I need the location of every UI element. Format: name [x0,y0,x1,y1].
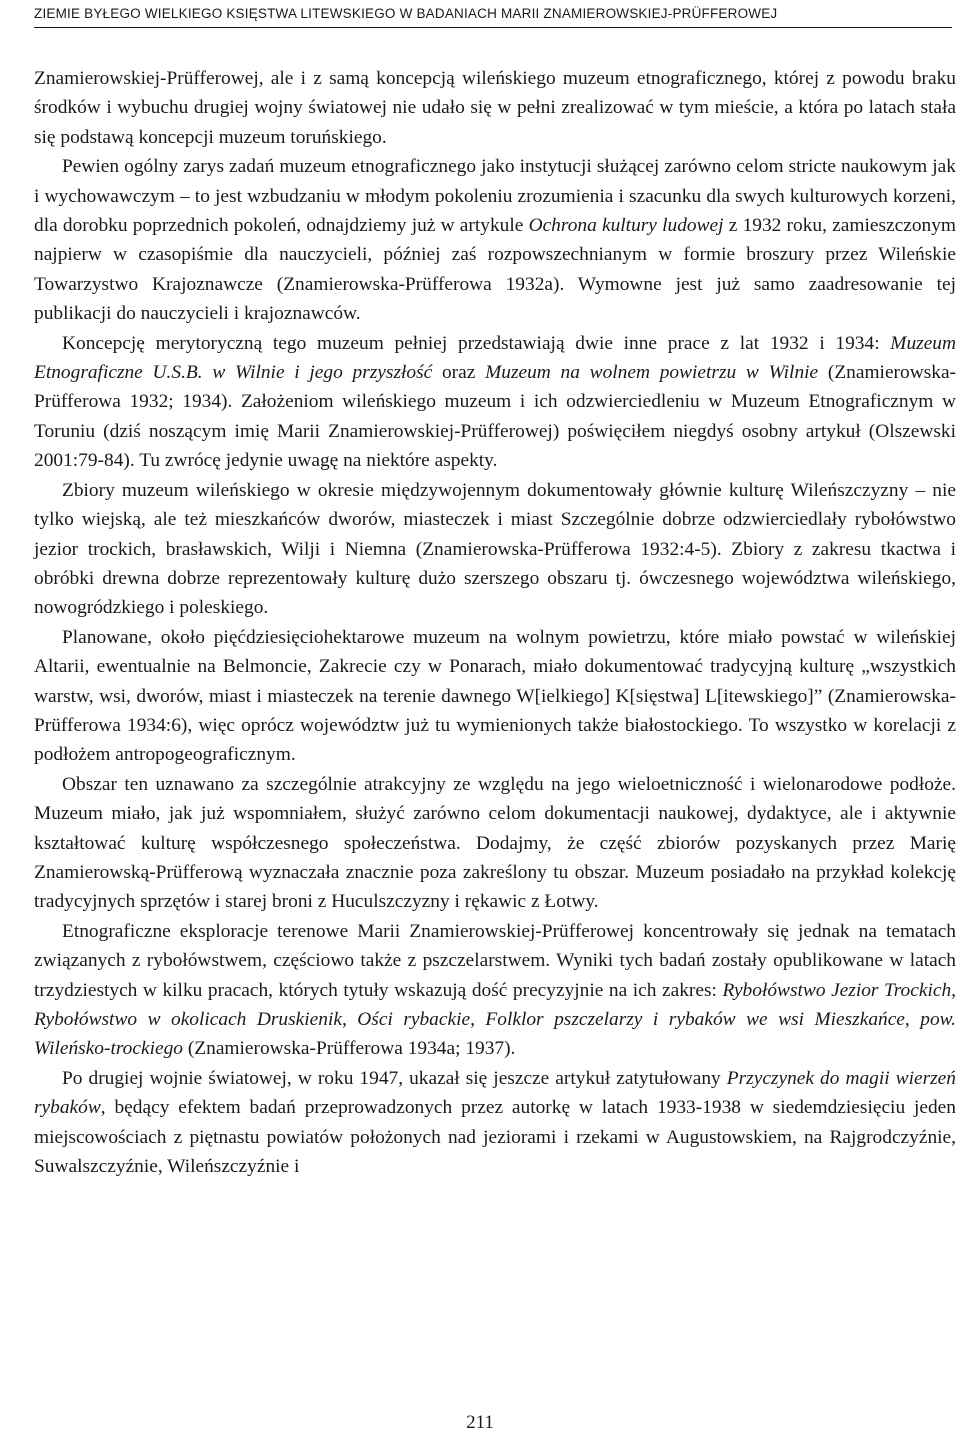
page-number: 211 [466,1412,494,1433]
italic-title-text: Przyczynek do magii wierzeń rybaków [34,1067,956,1119]
paragraph [34,917,956,1064]
italic-title-text: Rybołówstwo Jezior Trockich, Rybołówstwo w okolicach Druskienik, Ości rybackie, Folklor pszczelarzy i rybaków we wsi Mieszkańce, pow. Wileńsko-trockiego [34,979,956,1060]
paragraph [34,152,956,328]
italic-title-text: Ochrona kultury ludowej [528,215,724,237]
paragraph-text: Planowane, około pięćdziesięciohektarowe muzeum na wolnym powietrzu, które miało powstać w wileńskiej Altarii, ewentualnie na Belmoncie, Zakrecie czy w Ponarach, miało dokumentować tradycyjną kulturę „wszystkich warstw, wsi, dworów, miast i miasteczek na terenie dawnego W[ielkiego] K[sięstwa] L[itewskiego]” (Znamierowska-Prüfferowa 1934:6), więc oprócz województw już tu wymienionych także białostockiego. To wszystko w korelacji z podłożem antropogeograficznym. [34,626,956,766]
paragraph-text: Koncepcję merytoryczną tego muzeum pełniej przedstawiają dwie inne prace z lat 1932 i 1934: [62,332,891,354]
paragraph [34,623,956,770]
paragraph-text: z 1932 roku, zamieszczonym najpierw w czasopiśmie dla nauczycieli, później zaś rozpowszechnianym w formie broszury przez Wileńskie Towarzystwo Krajoznawcze (Znamierowska-Prüfferowa 1932a). Wymowne jest już samo zaadresowanie tej publikacji do nauczycieli i krajoznawców. [34,215,956,325]
paragraph-text: Obszar ten uznawano za szczególnie atrakcyjny ze względu na jego wieloetniczność i wielonarodowe podłoże. Muzeum miało, jak już wspomniałem, służyć zarówno celom dokumentacji naukowej, dydaktyce, ale i aktywnie kształtować kulturę współczesnego społeczeństwa. Dodajmy, że część zbiorów pozyskanych przez Marię Znamierowską-Prüfferową wyznaczała znacznie poza zakreślony tu obszar. Muzeum posiadało na przykład kolekcję tradycyjnych sprzętów i starej broni z Huculszczyzny i rękawic z Łotwy. [34,773,956,913]
paragraph [34,64,956,152]
paragraph-text: , będący efektem badań przeprowadzonych przez autorkę w latach 1933-1938 w siedemdziesięciu jeden miejscowościach z piętnastu powiatów położonych nad jeziorami i rzekami w Augustowskiem, na Rajgrodczyźnie, Suwalszczyźnie, Wileńszczyźnie i [34,1097,956,1178]
paragraph [34,476,956,623]
header-rule [34,27,952,28]
running-header: ZIEMIE BYŁEGO WIELKIEGO KSIĘSTWA LITEWSKIEGO W BADANIACH MARII ZNAMIEROWSKIEJ-PRÜFFEROWEJ [34,6,778,21]
paragraph [34,1064,956,1182]
paragraph-text: oraz [432,362,486,384]
paragraph [34,329,956,476]
paragraph-text: (Znamierowska-Prüfferowa 1934a; 1937). [182,1038,516,1060]
italic-title-text: Muzeum Etnograficzne U.S.B. w Wilnie i jego przyszłość [34,332,956,384]
paragraph-text: Pewien ogólny zarys zadań muzeum etnograficznego jako instytucji służącej zarówno celom stricte naukowym jak i wychowawczym – to jest wzbudzaniu w młodym pokoleniu zrozumienia i szacunku dla swych kulturowych korzeni, dla dorobku poprzednich pokoleń, odnajdziemy już w artykule [34,156,956,237]
body-text [34,64,956,1181]
paragraph-text: Etnograficzne eksploracje terenowe Marii Znamierowskiej-Prüfferowej koncentrowały się jednak na tematach związanych z rybołówstwem, częściowo także z pszczelarstwem. Wyniki tych badań zostały opublikowane w latach trzydziestych w kilku pracach, których tytuły wskazują dość precyzyjnie na ich zakres: [34,920,956,1001]
paragraph-text: Po drugiej wojnie światowej, w roku 1947, ukazał się jeszcze artykuł zatytułowany [62,1067,727,1089]
italic-title-text: Muzeum na wolnem powietrzu w Wilnie [485,362,819,384]
paragraph [34,770,956,917]
paragraph-text: (Znamierowska-Prüfferowa 1932; 1934). Założeniom wileńskiego muzeum i ich odzwierciedleniu w Muzeum Etnograficznym w Toruniu (dziś noszącym imię Marii Znamierowskiej-Prüfferowej) poświęciłem niegdyś osobny artykuł (Olszewski 2001:79-84). Tu zwrócę jedynie uwagę na niektóre aspekty. [34,362,957,472]
paragraph-text: Zbiory muzeum wileńskiego w okresie międzywojennym dokumentowały głównie kulturę Wileńszczyzny – nie tylko wiejską, ale też mieszkańców dworów, miasteczek i miast Szczególnie dobrze odzwierciedlały rybołówstwo jezior trockich, brasławskich, Wilji i Niemna (Znamierowska-Prüfferowa 1932:4-5). Zbiory z zakresu tkactwa i obróbki drewna dobrze reprezentowały kulturę dużo szerszego obszaru tj. ówczesnego województwa wileńskiego, nowogródzkiego i poleskiego. [34,479,956,619]
paragraph-text: Znamierowskiej-Prüfferowej, ale i z samą koncepcją wileńskiego muzeum etnograficznego, której z powodu braku środków i wybuchu drugiej wojny światowej nie udało się w pełni zrealizować w tym mieście, a która po latach stała się podstawą koncepcji muzeum toruńskiego. [34,68,956,148]
